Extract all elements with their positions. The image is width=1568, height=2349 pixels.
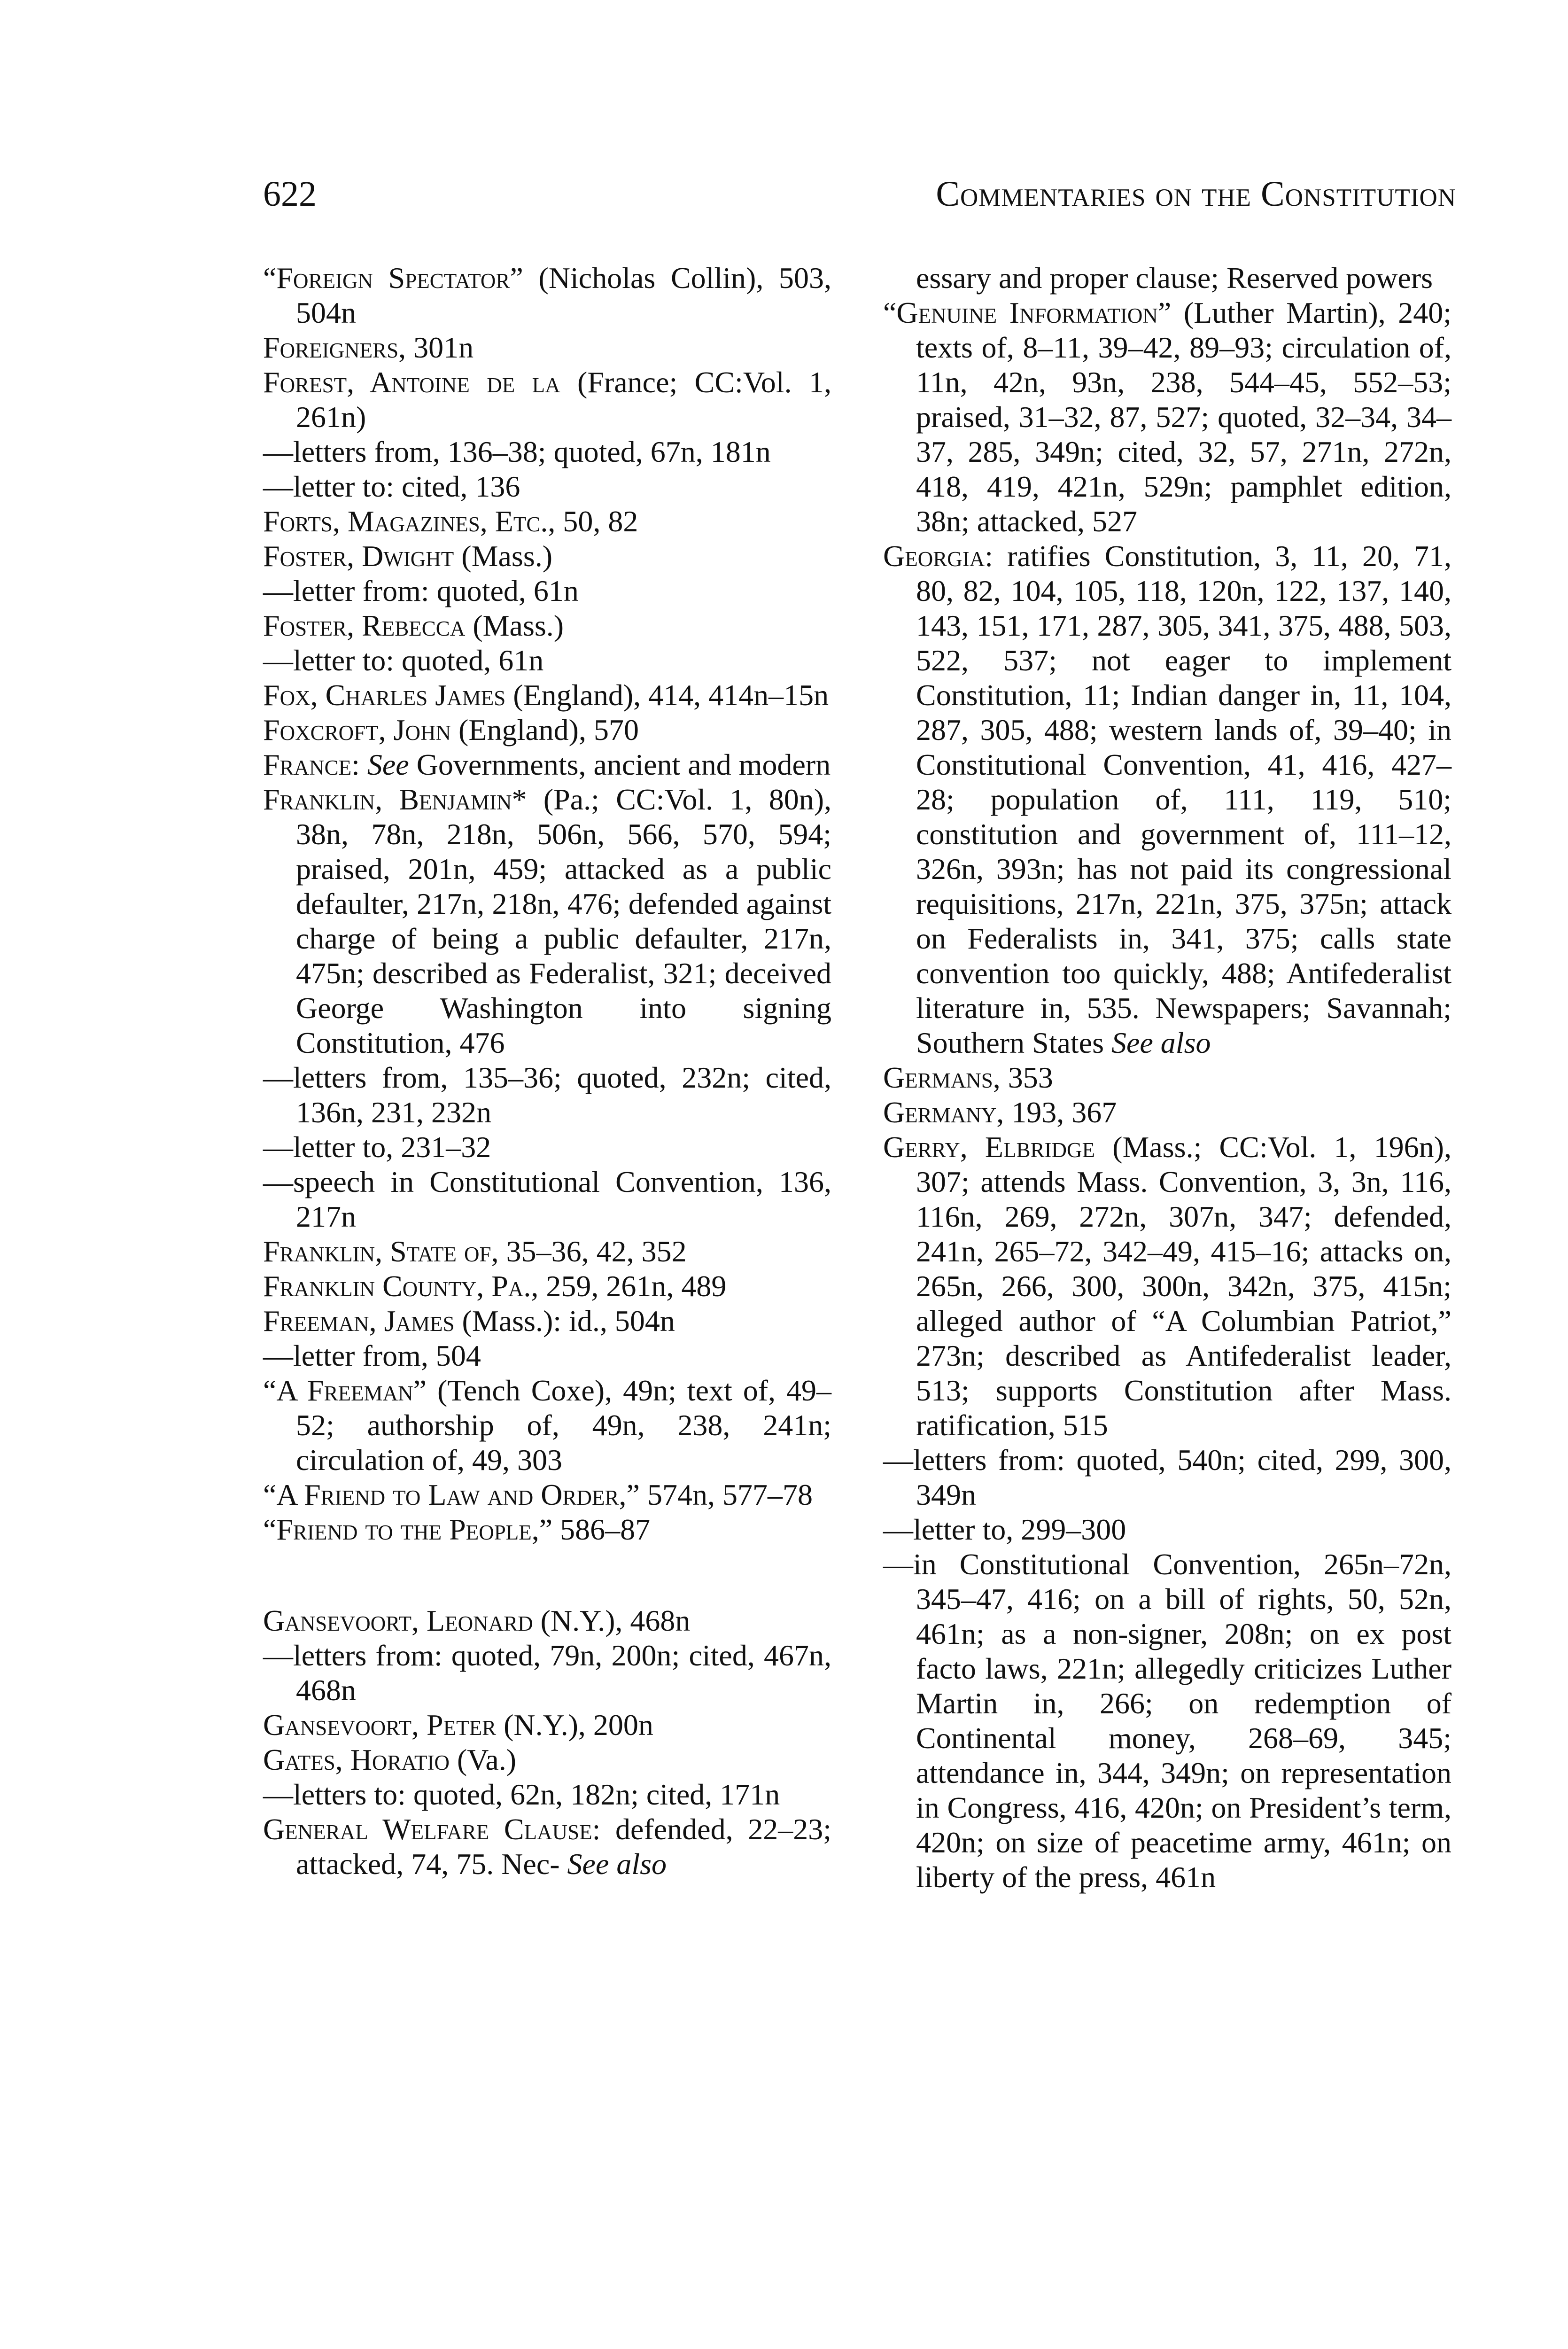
entry-head: “Genuine Information” <box>883 296 1172 329</box>
entry-head: Franklin County, Pa. <box>263 1269 531 1303</box>
index-subentry <box>263 1130 831 1165</box>
entry-text: , 193, 367 <box>996 1096 1117 1129</box>
index-entry <box>263 1269 831 1304</box>
entry-text: —letter to, 299–300 <box>883 1513 1126 1546</box>
entry-head: Foxcroft, John <box>263 713 451 747</box>
see-reference: See <box>367 748 409 781</box>
entry-head: Foreigners <box>263 331 399 364</box>
entry-head: General Welfare Clause: <box>263 1812 601 1846</box>
index-entry <box>263 1603 831 1638</box>
entry-text: Governments, ancient and modern <box>409 748 831 781</box>
entry-head: Germans <box>883 1061 993 1094</box>
entry-text: —letter from: quoted, 61n <box>263 574 579 607</box>
index-entry <box>263 1512 831 1547</box>
entry-text: essary and proper clause; Reserved powers <box>916 261 1433 295</box>
entry-head: Foster, Rebecca <box>263 609 466 642</box>
entry-text: , 301n <box>398 331 474 364</box>
index-entry <box>263 504 831 539</box>
entry-head: Forts, Magazines, Etc. <box>263 505 548 538</box>
entry-text: (England), 570 <box>451 713 639 747</box>
index-subentry <box>263 1338 831 1373</box>
entry-text: 586–87 <box>552 1513 651 1546</box>
entry-text: —letters from: quoted, 79n, 200n; cited, 467n, 468n <box>263 1639 831 1707</box>
entry-head: “Foreign Spectator” <box>263 261 523 295</box>
index-subentry <box>263 1060 831 1130</box>
index-entry <box>263 1478 831 1512</box>
index-continuation <box>883 261 1452 296</box>
entry-text: (France; CC:Vol. 1, 261n) <box>296 366 831 434</box>
index-column-left <box>263 261 831 1882</box>
entry-head: “A Friend to Law and Order,” <box>263 1478 640 1511</box>
index-entry <box>263 539 831 574</box>
letter-section-gap <box>263 1547 831 1603</box>
index-entry <box>263 782 831 1060</box>
index-entry <box>263 1304 831 1338</box>
index-entry <box>263 365 831 435</box>
index-entry <box>263 261 831 330</box>
entry-text: (Tench Coxe), 49n; text of, 49–52; authorship of, 49n, 238, 241n; circulation of, 49, 303 <box>296 1374 831 1477</box>
index-entry <box>263 678 831 713</box>
index-entry <box>263 1742 831 1777</box>
index-entry <box>883 296 1452 539</box>
entry-text: (Mass.) <box>465 609 564 642</box>
index-entry <box>263 713 831 747</box>
see-reference: See also <box>1111 1026 1211 1059</box>
index-entry <box>263 1708 831 1742</box>
see-reference: See also <box>567 1847 667 1881</box>
entry-text: (N.Y.), 468n <box>533 1604 691 1637</box>
entry-head: “Friend to the People,” <box>263 1513 553 1546</box>
entry-text: —letter to: quoted, 61n <box>263 644 544 677</box>
entry-head: Franklin, Benjamin* <box>263 783 527 816</box>
entry-head: Gansevoort, Leonard <box>263 1604 533 1637</box>
running-head: Commentaries on the Constitution <box>936 174 1456 214</box>
index-column-right <box>883 261 1452 1895</box>
page-header <box>263 174 1456 226</box>
entry-head: Fox, Charles James <box>263 678 506 712</box>
entry-head: Georgia: <box>883 539 993 573</box>
index-entry <box>263 1812 831 1882</box>
index-entry <box>883 1060 1452 1095</box>
index-subentry <box>883 1512 1452 1547</box>
entry-head: Germany <box>883 1096 997 1129</box>
index-subentry <box>263 574 831 608</box>
entry-text: ratifies Constitution, 3, 11, 20, 71, 80, 82, 104, 105, 118, 120n, 122, 137, 140, 143, 151, 171, 287, 305, 341, 375, 488, 503, 522, 537; not eager to implement Constitution, 11; Indian danger in, 11, 104, 287, 305, 488; western lands of, 39–40; in Constitutional Convention, 41, 416, 427–28; population of, 111, 119, 510; constitution and government of, 111–12, 326n, 393n; has not paid its congressional requisitions, 217n, 221n, 375, 375n; attack on Federalists in, 341, 375; calls state convention too quickly, 488; Antifederalist literature in, 535. Newspapers; Savannah; Southern States <box>916 539 1452 1059</box>
index-entry <box>263 608 831 643</box>
index-entry <box>883 1095 1452 1130</box>
entry-text: , 50, 82 <box>548 505 638 538</box>
entry-text: —letter from, 504 <box>263 1339 481 1372</box>
entry-head: Forest, Antoine de la <box>263 366 560 399</box>
index-entry <box>883 539 1452 1060</box>
index-entry <box>883 1130 1452 1443</box>
entry-text: (Nicholas Collin), 503, 504n <box>296 261 831 329</box>
index-entry <box>263 1373 831 1478</box>
entry-text: —letter to: cited, 136 <box>263 470 520 503</box>
entry-text: , 35–36, 42, 352 <box>491 1235 687 1268</box>
entry-text: —letters from, 135–36; quoted, 232n; cited, 136n, 231, 232n <box>263 1061 831 1129</box>
entry-text: 574n, 577–78 <box>639 1478 813 1511</box>
entry-text: —letters from: quoted, 540n; cited, 299, 300, 349n <box>883 1443 1452 1511</box>
entry-head: “A Freeman” <box>263 1374 427 1407</box>
index-entry <box>263 330 831 365</box>
index-entry <box>263 1234 831 1269</box>
index-subentry <box>263 1638 831 1708</box>
entry-head: Gates, Horatio <box>263 1743 450 1776</box>
entry-text: defended, 22–23; attacked, 74, 75. Nec- <box>296 1812 832 1881</box>
entry-head: Freeman, James <box>263 1304 455 1338</box>
index-entry <box>263 747 831 782</box>
entry-text: , 259, 261n, 489 <box>531 1269 727 1303</box>
index-subentry <box>263 1165 831 1234</box>
entry-head: Franklin, State of <box>263 1235 491 1268</box>
entry-text: —letters to: quoted, 62n, 182n; cited, 171n <box>263 1778 780 1811</box>
entry-text: —letters from, 136–38; quoted, 67n, 181n <box>263 435 771 468</box>
index-subentry <box>883 1443 1452 1512</box>
entry-text: (Pa.; CC:Vol. 1, 80n), 38n, 78n, 218n, 506n, 566, 570, 594; praised, 201n, 459; attacked as a public defaulter, 217n, 218n, 476; defended against charge of being a public defaulter, 217n, 475n; described as Federalist, 321; deceived George Washington into signing Constitution, 476 <box>296 783 832 1059</box>
entry-text: —letter to, 231–32 <box>263 1130 491 1164</box>
entry-head: Gansevoort, Peter <box>263 1708 497 1742</box>
index-subentry <box>263 643 831 678</box>
entry-text: (Mass.): id., 504n <box>454 1304 675 1338</box>
entry-text: (Mass.) <box>454 539 553 573</box>
entry-text: (N.Y.), 200n <box>496 1708 653 1742</box>
entry-text: (Mass.; CC:Vol. 1, 196n), 307; attends Mass. Convention, 3, 3n, 116, 116n, 269, 272n, 307n, 347; defended, 241n, 265–72, 342–49, 415–16; attacks on, 265n, 266, 300, 300n, 342n, 375, 415n; alleged author of “A Columbian Patriot,” 273n; described as Antifederalist leader, 513; supports Constitution after Mass. ratification, 515 <box>916 1130 1452 1442</box>
entry-text: , 353 <box>993 1061 1053 1094</box>
entry-head: Foster, Dwight <box>263 539 454 573</box>
index-subentry <box>263 1777 831 1812</box>
entry-text: —speech in Constitutional Convention, 136, 217n <box>263 1165 831 1233</box>
entry-text: (Luther Martin), 240; texts of, 8–11, 39–42, 89–93; circulation of, 11n, 42n, 93n, 238, 544–45, 552–53; praised, 31–32, 87, 527; quoted, 32–34, 34–37, 285, 349n; cited, 32, 57, 271n, 272n, 418, 419, 421n, 529n; pamphlet edition, 38n; attacked, 527 <box>916 296 1452 538</box>
index-subentry <box>883 1547 1452 1895</box>
entry-head: France: <box>263 748 360 781</box>
entry-head: Gerry, Elbridge <box>883 1130 1095 1164</box>
index-subentry <box>263 435 831 469</box>
page-number: 622 <box>263 174 317 214</box>
entry-text: (England), 414, 414n–15n <box>505 678 829 712</box>
index-subentry <box>263 469 831 504</box>
entry-text: (Va.) <box>449 1743 517 1776</box>
entry-text: —in Constitutional Convention, 265n–72n, 345–47, 416; on a bill of rights, 50, 52n, 461n; as a non-signer, 208n; on ex post facto laws, 221n; allegedly criticizes Luther Martin in, 266; on redemption of Continental money, 268–69, 345; attendance in, 344, 349n; on representation in Congress, 416, 420n; on President’s term, 420n; on size of peacetime army, 461n; on liberty of the press, 461n <box>883 1548 1452 1894</box>
